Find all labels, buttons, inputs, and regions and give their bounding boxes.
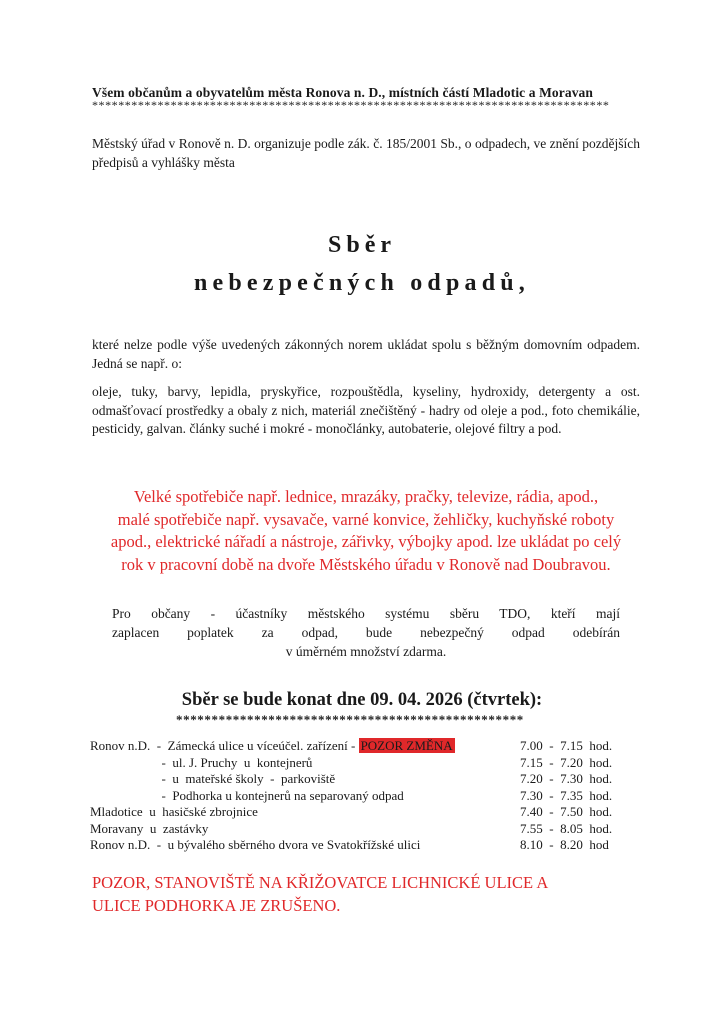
schedule-row [90,738,640,755]
schedule-time: 7.15 - 7.20 hod. [520,754,613,770]
schedule-location: Ronov n.D. - u bývalého sběrného dvora ve Svatokřížské ulici [90,837,421,852]
header-title: Všem občanům a obyvatelům města Ronova n. D., místních částí Mladotic a Moravan [92,85,594,100]
header-divider: ******************************************************************************* [92,98,610,112]
appliances-notice-line: apod., elektrické nářadí a nástroje, zářivky, výbojky apod. lze ukládat po celý [110,532,622,551]
schedule-location: - ul. J. Pruchy u kontejnerů [90,754,313,770]
collection-schedule [90,738,640,854]
schedule-location: Moravany u zastávky [90,820,209,836]
schedule-location: - Podhorka u kontejnerů na separovaný odpad [90,787,404,803]
tdo-notice-line: zaplacen poplatek za odpad, bude nebezpečný odpad odebírán [112,625,620,640]
schedule-time: 7.55 - 8.05 hod. [520,820,613,836]
schedule-location: Ronov n.D. - Zámecká ulice u víceúčel. zařízení - POZOR ZMĚNA [90,738,453,753]
schedule-location: - u mateřské školy - parkoviště [90,771,336,786]
schedule-row [90,837,640,854]
appliances-notice-line: rok v pracovní době na dvoře Městského úřadu v Ronově nad Doubravou. [121,554,611,574]
collection-date-heading: Sběr se bude konat dne 09. 04. 2026 (čtvrtek): [181,690,543,710]
cancellation-warning-line: ULICE PODHORKA JE ZRUŠENO. [92,895,341,915]
document-title-line2: nebezpečných odpadů, [193,270,531,296]
cancellation-warning-line: POZOR, STANOVIŠTĚ NA KŘIŽOVATCE LICHNICKÉ ULICE A [92,873,549,892]
document-title-line1: Sběr [328,232,396,258]
schedule-time: 7.40 - 7.50 hod. [520,804,613,819]
schedule-location: Mladotice u hasičské zbrojnice [90,804,258,819]
schedule-time: 8.10 - 8.20 hod [520,837,609,852]
schedule-row [90,788,640,805]
schedule-row [90,771,640,788]
schedule-time: 7.30 - 7.35 hod. [520,787,613,803]
change-warning-badge: POZOR ZMĚNA [360,738,453,753]
collection-divider: ************************************************* [176,712,524,727]
appliances-notice-line: Velké spotřebiče např. lednice, mrazáky, pračky, televize, rádia, apod., [133,487,599,506]
schedule-row [90,821,640,838]
schedule-row [90,804,640,821]
appliances-notice-line: malé spotřebiče např. vysavače, varné konvice, žehličky, kuchyňské roboty [117,509,615,529]
schedule-time: 7.00 - 7.15 hod. [520,738,613,753]
schedule-time: 7.20 - 7.30 hod. [520,771,613,786]
tdo-notice-line: v úměrném množství zdarma. [285,644,447,659]
tdo-notice-line: Pro občany - účastníky městského systému sběru TDO, kteří mají [112,606,620,621]
schedule-row [90,755,640,772]
cancellation-warning [92,872,652,917]
tdo-notice [112,604,620,661]
appliances-notice [88,486,644,576]
waste-description: které nelze podle výše uvedených zákonných norem ukládat spolu s běžným domovním odpadem. Jedná se např. o: [92,337,640,371]
waste-list: oleje, tuky, barvy, lepidla, pryskyřice, rozpouštědla, kyseliny, hydroxidy, detergenty a ost. odmašťovací prostředky a obaly z nich, materiál znečištěný - hadry od oleje a pod., foto chemikálie, pesticidy, galvan. články suché i mokré - monočlánky, autobaterie, olejové filtry a pod. [92,384,640,436]
intro-paragraph: Městský úřad v Ronově n. D. organizuje podle zák. č. 185/2001 Sb., o odpadech, ve znění pozdějších předpisů a vyhlášky města [92,136,640,170]
